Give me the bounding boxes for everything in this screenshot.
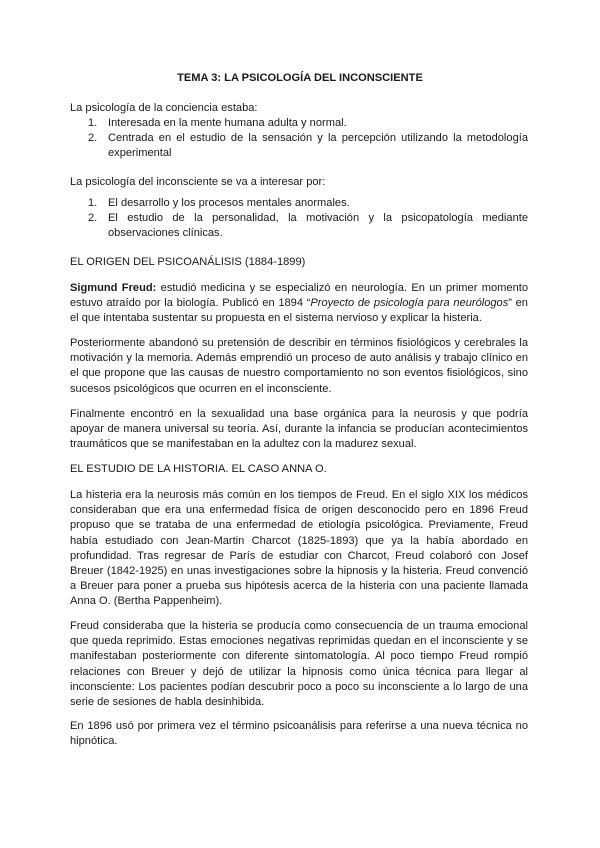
paragraph: En 1896 usó por primera vez el término psicoanálisis para referirse a una nueva técnica no hipnótica. (70, 720, 528, 748)
paragraph: Freud consideraba que la histeria se producía como consecuencia de un trauma emocional que queda reprimido. Estas emociones negativas reprimidas quedan en el inconsciente y se manifestaban posteriormente con diferente sintomatología. Al poco tiempo Freud rompió relaciones con Breuer y dejó de utilizar la hipnosis como única técnica para llegar al inconsciente: Los pacientes podían descubrir poco a poco su inconsciente a lo largo de una serie de sesiones de habla desinhibida. (70, 620, 528, 709)
list-number: 2. (88, 212, 98, 225)
list-number: 2. (88, 132, 98, 145)
page-title: TEMA 3: LA PSICOLOGÍA DEL INCONSCIENTE (177, 72, 423, 84)
list-item (70, 211, 528, 241)
list-inconsciente (70, 196, 528, 242)
list-item-text: El desarrollo y los procesos mentales anormales. (108, 197, 350, 209)
section-heading: EL ORIGEN DEL PSICOANÁLISIS (1884-1899) (70, 256, 306, 268)
paragraph-freud (70, 281, 528, 327)
intro-inconsciente: La psicología del inconsciente se va a interesar por: (70, 176, 326, 188)
paragraph: La histeria era la neurosis más común en los tiempos de Freud. En el siglo XIX los médicos consideraban que era una enfermedad física de origen desconocido pero en 1896 Freud propuso que se trataba de una enfermedad de etiología psicológica. Previamente, Freud había estudiado con Jean-Martin Charcot (1825-1893) que ya la había abordado en profundidad. Tras regresar de París de estudiar con Charcot, Freud colaboró con Josef Breuer (1842-1925) en unas investigaciones sobre la hipnosis y la histeria. Freud convenció a Breuer para poner a prueba sus hipótesis acerca de la histeria con una paciente llamada Anna O. (Bertha Pappenheim). (70, 489, 528, 608)
book-title: Proyecto de psicología para neurólogos (310, 297, 509, 310)
list-conciencia (70, 116, 528, 162)
intro-conciencia: La psicología de la conciencia estaba: (70, 102, 258, 114)
section-heading: EL ESTUDIO DE LA HISTORIA. EL CASO ANNA O. (70, 463, 327, 475)
list-number: 1. (88, 117, 98, 129)
list-item (70, 196, 528, 211)
paragraph-text: ” en el que intentaba sustentar su propuesta en el sistema nervioso y explicar la histeria. (70, 297, 528, 325)
paragraph-text: estudió medicina y se especializó en neurología. En un primer momento estuvo atraído por la biología. Publicó en 1894 “ (70, 282, 528, 310)
list-item-text: El estudio de la personalidad, la motivación y la psicopatología mediante observaciones clínicas. (108, 212, 528, 240)
bold-name: Sigmund Freud: (70, 282, 157, 294)
list-item-text: Interesada en la mente humana adulta y normal. (108, 117, 347, 129)
list-item (70, 131, 528, 161)
list-number: 1. (88, 197, 98, 209)
list-item-text: Centrada en el estudio de la sensación y la percepción utilizando la metodología experimental (108, 132, 528, 160)
paragraph: Finalmente encontró en la sexualidad una base orgánica para la neurosis y que podría apoyar de manera universal su teoría. Así, durante la infancia se producían acontecimientos traumáticos que se manifestaban en la adultez con la madurez sexual. (70, 408, 528, 451)
list-item (70, 116, 528, 131)
paragraph: Posteriormente abandonó su pretensión de describir en términos fisiológicos y cerebrales la motivación y la memoria. Además emprendió un proceso de auto análisis y trabajo clínico en el que propone que las causas de nuestro comportamiento no son eventos fisiológicos, sino sucesos psicológicos que ocurren en el inconsciente. (70, 337, 528, 395)
